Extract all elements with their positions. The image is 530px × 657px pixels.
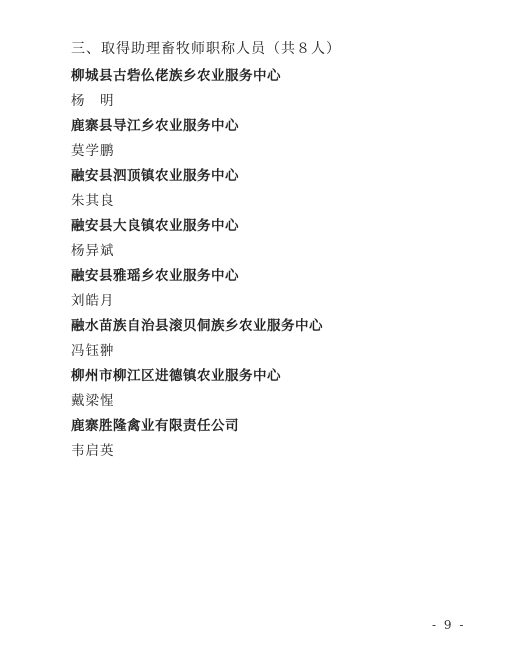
list-item xyxy=(71,114,491,164)
person-name: 韦启英 xyxy=(71,443,115,459)
list-item xyxy=(71,64,491,114)
person-name: 杨 明 xyxy=(71,93,115,109)
person-name: 戴梁惺 xyxy=(71,393,115,409)
organization-name: 融安县泗顶镇农业服务中心 xyxy=(71,168,239,184)
person-name: 刘皓月 xyxy=(71,293,115,309)
person-name: 冯钰翀 xyxy=(71,343,115,359)
organization-name: 鹿寨县导江乡农业服务中心 xyxy=(71,118,239,134)
personnel-list xyxy=(71,64,491,464)
organization-name: 鹿寨胜隆禽业有限责任公司 xyxy=(71,418,239,434)
list-item xyxy=(71,364,491,414)
organization-name: 融水苗族自治县滚贝侗族乡农业服务中心 xyxy=(71,318,323,334)
person-name: 莫学鹏 xyxy=(71,143,115,159)
organization-name: 融安县雅瑶乡农业服务中心 xyxy=(71,268,239,284)
person-name: 杨异斌 xyxy=(71,243,115,259)
list-item xyxy=(71,314,491,364)
organization-name: 柳城县古砦仫佬族乡农业服务中心 xyxy=(71,68,281,84)
list-item xyxy=(71,214,491,264)
organization-name: 柳州市柳江区进德镇农业服务中心 xyxy=(71,368,281,384)
section-heading: 三、取得助理畜牧师职称人员（共８人） xyxy=(71,41,341,57)
person-name: 朱其良 xyxy=(71,193,115,209)
organization-name: 融安县大良镇农业服务中心 xyxy=(71,218,239,234)
list-item xyxy=(71,414,491,464)
list-item xyxy=(71,264,491,314)
page-number: - 9 - xyxy=(432,618,466,632)
list-item xyxy=(71,164,491,214)
